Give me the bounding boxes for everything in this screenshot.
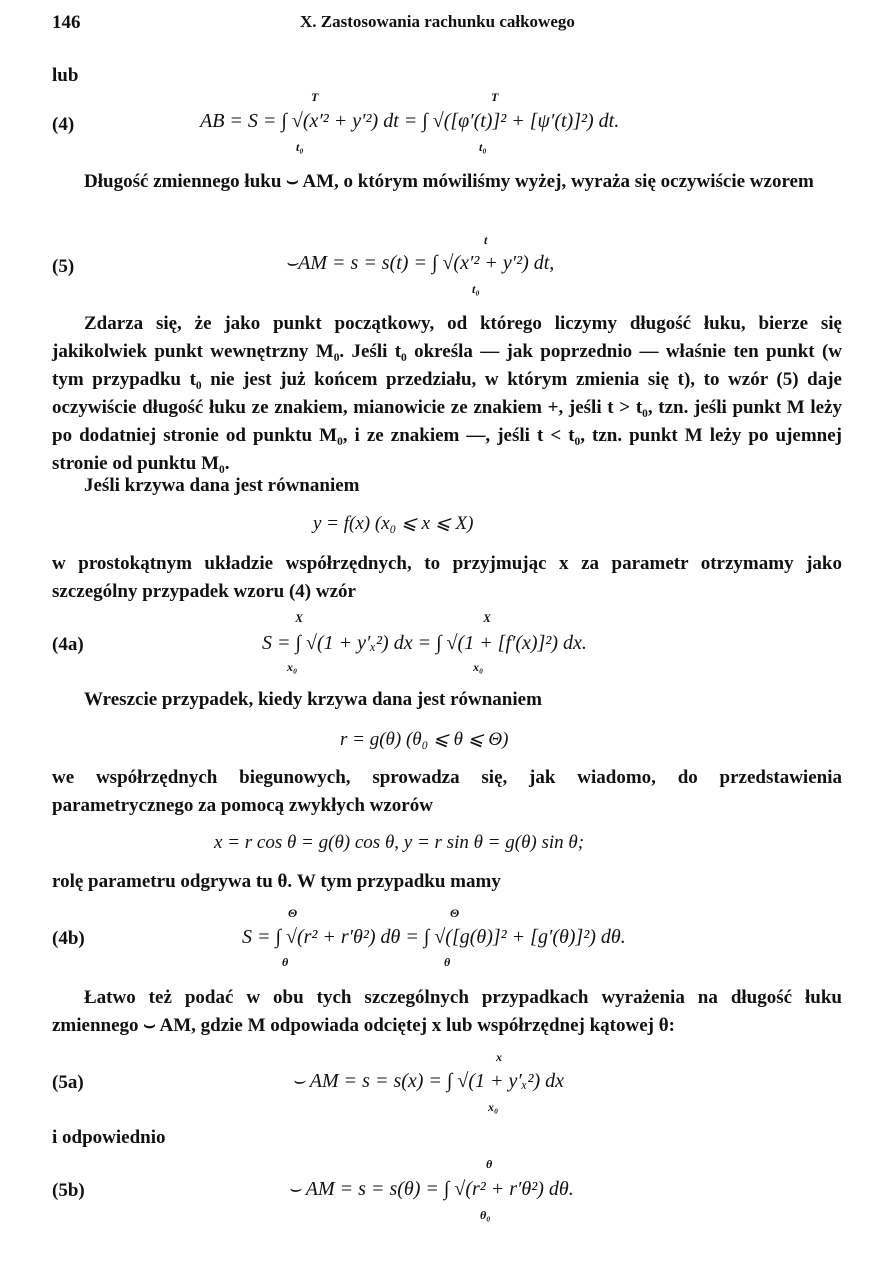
eq4b-body: S = ∫ √(r² + r′θ²) dθ = ∫ √([g(θ)]² + [g′(θ)]²) dθ. [242,926,626,948]
eq5a-body: ⌣ AM = s = s(x) = ∫ √(1 + y′ₓ²) dx [292,1070,565,1092]
paragraph-easy: Łatwo też podać w obu tych szczególnych przypadkach wyrażenia na długość łuku zmiennego ⌣ AM, gdzie M odpowiada odciętej x lub współrzędnej kątowej θ: [52,987,842,1036]
text-lub: lub [52,65,79,86]
eq4a-body: S = ∫ √(1 + y′ₓ²) dx = ∫ √(1 + [f′(x)]²) dx. [262,632,587,654]
text-respectively: i odpowiednio [52,1127,166,1148]
eq4-upper-1: T [311,90,319,104]
eq-y-fx: y = f(x) (x₀ ⩽ x ⩽ X) [313,513,474,534]
eq5b-upper: θ [486,1157,493,1171]
page-number: 146 [52,12,81,33]
eq4b-upper-1: Θ [288,906,298,920]
paragraph-starting-point: Zdarza się, że jako punkt początkowy, od którego liczymy długość łuku, bierze się jakikolwiek punkt wewnętrzny M₀. Jeśli t₀ określa — jak poprzednio — właśnie ten punkt (w tym przypadku t₀ nie jest już końcem przedziału, w którym zmienia się t), to wzór (5) daje oczywiście długość łuku ze znakiem, mianowicie ze znakiem +, jeśli t > t₀, tzn. jeśli punkt M leży po dodatniej stronie od punktu M₀, i ze znakiem —, jeśli t < t₀, tzn. punkt M leży po ujemnej stronie od punktu M₀. [52,313,842,474]
eq-r-gtheta: r = g(θ) (θ₀ ⩽ θ ⩽ Θ) [340,729,509,750]
paragraph-arc-length: Długość zmiennego łuku ⌣ AM, o którym mówiliśmy wyżej, wyraża się oczywiście wzorem [84,171,814,192]
eq4-lower-1: t₀ [296,140,304,154]
eq4b-label: (4b) [52,928,85,949]
eq4a-lower-1: x₀ [287,660,298,674]
eq5a-lower: x₀ [488,1100,499,1114]
eq4b-lower-2: θ [444,955,451,969]
eq4a-upper-1: X [295,611,304,625]
eq4b-lower-1: θ [282,955,289,969]
eq4-upper-2: T [491,90,499,104]
eq4a-lower-2: x₀ [473,660,484,674]
eq5-body: ⌣AM = s = s(t) = ∫ √(x′² + y′²) dt, [285,252,555,274]
eq5b-label: (5b) [52,1180,85,1201]
eq5a-label: (5a) [52,1072,84,1093]
paragraph-curve-equation: Jeśli krzywa dana jest równaniem [84,475,360,496]
paragraph-polar: Wreszcie przypadek, kiedy krzywa dana jest równaniem [84,689,542,710]
eq5b-lower: θ₀ [480,1208,491,1222]
running-title: X. Zastosowania rachunku całkowego [300,12,575,31]
eq4-lower-2: t₀ [479,140,487,154]
paragraph-parameter: rolę parametru odgrywa tu θ. W tym przypadku mamy [52,871,501,892]
eq4b-upper-2: Θ [450,906,460,920]
eq4-body: AB = S = ∫ √(x′² + y′²) dt = ∫ √([φ′(t)]² + [ψ′(t)]²) dt. [200,110,620,132]
eq4a-upper-2: X [483,611,492,625]
eq5-label: (5) [52,256,75,277]
eq4-label: (4) [52,114,75,135]
paragraph-polar-coords: we współrzędnych biegunowych, sprowadza się, jak wiadomo, do przedstawienia parametrycznego za pomocą zwykłych wzorów [52,767,842,816]
eq-parametric: x = r cos θ = g(θ) cos θ, y = r sin θ = g(θ) sin θ; [214,832,585,853]
eq5-upper: t [484,233,488,247]
eq5-lower: t₀ [472,282,480,296]
paragraph-rectangular: w prostokątnym układzie współrzędnych, to przyjmując x za parametr otrzymamy jako szczególny przypadek wzoru (4) wzór [52,553,842,602]
eq5b-body: ⌣ AM = s = s(θ) = ∫ √(r² + r′θ²) dθ. [288,1178,574,1200]
eq4a-label: (4a) [52,634,84,655]
eq5a-upper: x [496,1050,502,1064]
